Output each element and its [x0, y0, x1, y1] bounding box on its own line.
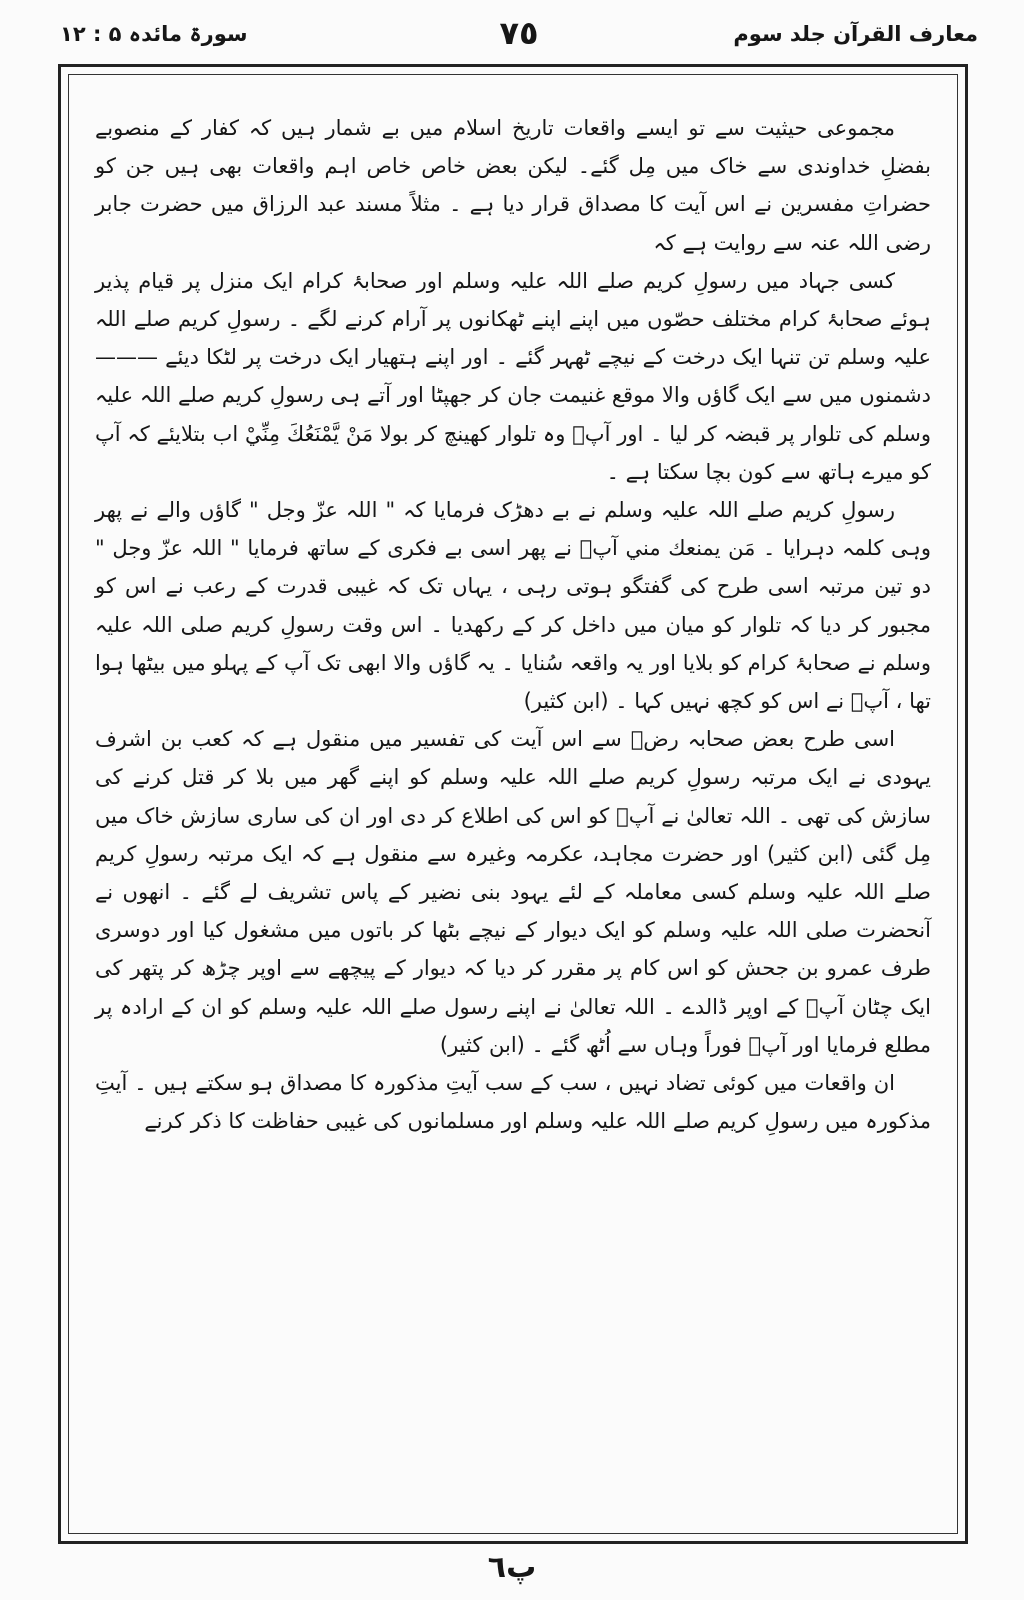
- paragraph-4: اسی طرح بعض صحابہ رضؓ سے اس آیت کی تفسیر میں منقول ہے کہ کعب بن اشرف یہودی نے ایک مرتبہ رسولِ کریم صلے اللہ علیہ وسلم کو اپنے گھر میں بلا کر قتل کرنے کی سازش کی تھی ۔ اللہ تعالیٰ نے آپؐ کو اس کی اطلاع کر دی اور ان کی ساری سازش خاک میں مِل گئی (ابن کثیر) اور حضرت مجاہد، عکرمہ وغیرہ سے منقول ہے کہ ایک مرتبہ رسولِ کریم صلے اللہ علیہ وسلم کسی معاملہ کے لئے یہود بنی نضیر کے پاس تشریف لے گئے ۔ انھوں نے آنحضرت صلی اللہ علیہ وسلم کو ایک دیوار کے نیچے بٹھا کر باتوں میں مشغول کیا اور دوسری طرف عمرو بن جحش کو اس کام پر مقرر کر دیا کہ دیوار کے پیچھے سے اوپر چڑھ کر پتھر کی ایک چٹان آپؐ کے اوپر ڈالدے ۔ اللہ تعالیٰ نے اپنے رسول صلے اللہ علیہ وسلم کو ان کے ارادہ پر مطلع فرمایا اور آپؐ فوراً وہاں سے اُٹھ گئے ۔ (ابن کثیر): [95, 727, 931, 1057]
- text-frame: [68, 74, 958, 1534]
- surah-reference: سورۃ مائدہ ۵ : ۱۲: [60, 22, 248, 46]
- book-title: معارف القرآن جلد سوم: [733, 22, 978, 46]
- page-border: [58, 64, 968, 1544]
- paragraph-3: رسولِ کریم صلے اللہ علیہ وسلم نے بے دھڑک فرمایا کہ " اللہ عزّ وجل " گاؤں والے نے پھر وہی کلمہ دہرایا ۔ مَن يمنعك مني آپؐ نے پھر اسی بے فکری کے ساتھ فرمایا " اللہ عزّ وجل " دو تین مرتبہ اسی طرح کی گفتگو ہوتی رہی ، یہاں تک کہ غیبی قدرت کے رعب نے اس کو مجبور کر دیا کہ تلوار کو میان میں داخل کر کے رکھدیا ۔ اس وقت رسولِ کریم صلی اللہ علیہ وسلم نے صحابۂ کرام کو بلایا اور یہ واقعہ سُنایا ۔ یہ گاؤں والا ابھی تک آپ کے پہلو میں بیٹھا ہوا تھا ، آپؐ نے اس کو کچھ نہیں کہا ۔ (ابن کثیر): [95, 498, 931, 714]
- body-text: [95, 109, 931, 1140]
- page-number: ٧٥: [499, 14, 539, 52]
- paragraph-5: ان واقعات میں کوئی تضاد نہیں ، سب کے سب آیتِ مذکورہ کا مصداق ہو سکتے ہیں ۔ آیتِ مذکورہ میں رسولِ کریم صلے اللہ علیہ وسلم اور مسلمانوں کی غیبی حفاظت کا ذکر کرنے: [95, 1071, 931, 1134]
- signature-mark: پ٦: [487, 1550, 537, 1585]
- page-header: [60, 14, 978, 60]
- paragraph-2: کسی جہاد میں رسولِ کریم صلے اللہ علیہ وسلم اور صحابۂ کرام ایک منزل پر قیام پذیر ہوئے صحابۂ کرام مختلف حصّوں میں اپنے اپنے ٹھکانوں پر آرام کرنے لگے ۔ رسولِ کریم صلے اللہ علیہ وسلم تن تنہا ایک درخت کے نیچے ٹھہر گئے ۔ اور اپنے ہتھیار ایک درخت پر لٹکا دیئے ——— دشمنوں میں سے ایک گاؤں والا موقع غنیمت جان کر جھپٹا اور آتے ہی رسولِ کریم صلے اللہ علیہ وسلم کی تلوار پر قبضہ کر لیا ۔ اور آپؐ وہ تلوار کھینچ کر بولا مَنْ يَّمْنَعُكَ مِنِّيْ اب بتلایئے کہ آپ کو میرے ہاتھ سے کون بچا سکتا ہے ۔: [95, 268, 931, 484]
- paragraph-1: مجموعی حیثیت سے تو ایسے واقعات تاریخ اسلام میں بے شمار ہیں کہ کفار کے منصوبے بفضلِ خداوندی سے خاک میں مِل گئے۔ لیکن بعض خاص خاص اہم واقعات بھی ہیں جن کو حضراتِ مفسرین نے اس آیت کا مصداق قرار دیا ہے ۔ مثلاً مسند عبد الرزاق میں حضرت جابر رضی اللہ عنہ سے روایت ہے کہ: [95, 116, 931, 255]
